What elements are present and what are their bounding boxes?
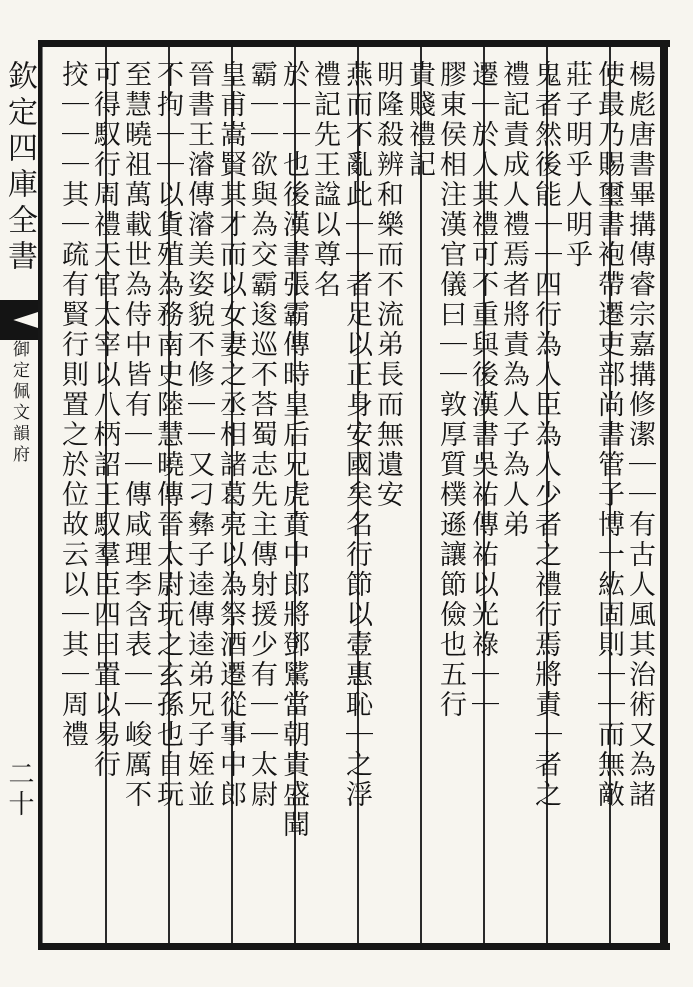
column-text: 遷｜於人其禮可不重與後漢書吳祐傳祐以光祿｜｜ bbox=[467, 60, 498, 720]
column-text: 霸｜｜欲與為交霸逡巡不荅蜀志先主傳射援少有｜｜太尉 bbox=[246, 60, 277, 810]
column-text: 不拘｜｜以貨殖為務南史陸慧曉傳晉太尉玩之玄孫也自玩 bbox=[152, 60, 183, 810]
column-text: 貴賤禮記 bbox=[404, 60, 435, 180]
column-text: 燕而不亂此｜｜者足以正身安國矣名行節以壹惠恥｜之浮 bbox=[341, 60, 372, 810]
column-text: 膠東侯相注漢官儀曰｜｜敦厚質樸遜讓節儉也五行 bbox=[435, 60, 466, 720]
column-text: 楊彪唐書畢搆傳睿宗嘉搆修潔｜｜有古人風其治術又為諸 bbox=[624, 60, 655, 810]
margin-rule bbox=[42, 47, 43, 943]
column-text: 禮記先王諡以尊名 bbox=[309, 60, 340, 300]
page-number bbox=[0, 760, 38, 830]
spine-title bbox=[0, 60, 38, 320]
column-text: 使最乃賜璽書袍帶遷吏部尚書管子博一紘固則｜｜而無敵 bbox=[593, 60, 624, 810]
column-text: 晉書王濬傳濬美姿貌不修｜｜又刁彝子逵傳逵弟兄子姪並 bbox=[183, 60, 214, 810]
column-text: 莊子明乎人明乎 bbox=[561, 60, 592, 270]
column-text: 至慧曉祖萬載世為侍中皆有｜｜傳咸理李含表｜｜峻厲不 bbox=[120, 60, 151, 810]
frame-bottom-border bbox=[38, 943, 670, 950]
spine-subtitle bbox=[2, 340, 36, 520]
text-column bbox=[49, 60, 95, 930]
column-text: 挍｜｜｜其｜疏有賢行則置之於位故云以｜其｜周禮 bbox=[57, 60, 88, 750]
frame-top-border bbox=[38, 40, 670, 47]
fish-tail-mark bbox=[0, 300, 38, 340]
column-text: 鬼者然後能｜｜四行為人臣為人少者之禮行焉將責｜者之 bbox=[530, 60, 561, 810]
column-text: 明隆殺辨和樂而不流弟長而無遺安 bbox=[372, 60, 403, 510]
column-text: 禮記責成人禮焉者將責為人子為人弟 bbox=[498, 60, 529, 540]
column-text: 於｜｜也後漢書張霸傳時皇后兄虎賁中郎將鄧騭當朝貴盛聞 bbox=[278, 60, 309, 840]
spine-title-text: 欽定四庫全書 bbox=[2, 60, 37, 276]
spine-subtitle-text: 御定佩文韻府 bbox=[9, 340, 29, 466]
column-text: 皇甫嵩賢其才而以女妻之丞相諸葛亮以為祭酒遷從事中郎 bbox=[215, 60, 246, 810]
page-number-text: 二十 bbox=[4, 760, 34, 820]
column-text: 可得馭行周禮天官太宰以八柄詔王馭羣臣四曰置以易行 bbox=[89, 60, 120, 780]
